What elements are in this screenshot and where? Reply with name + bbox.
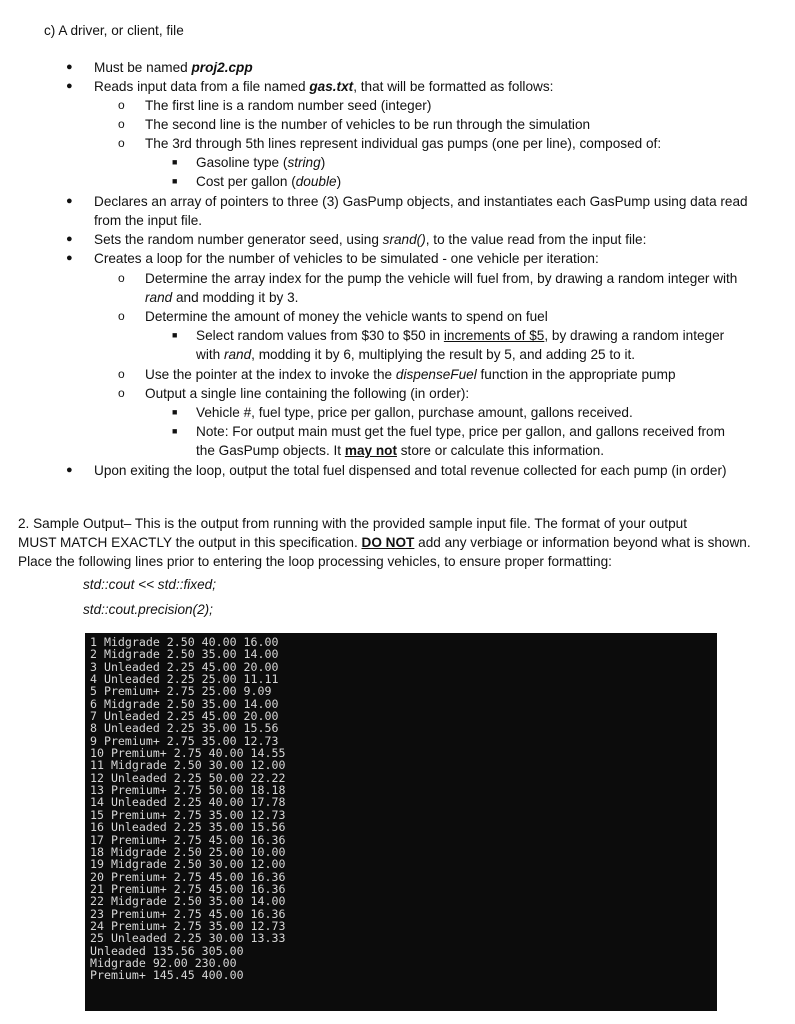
list-item-select: Select random values from $30 to $50 in increments of $5, by drawing a random integer [196, 328, 725, 343]
list-item-output: Output a single line containing the following (in order): [145, 386, 470, 401]
list-item-seed: Sets the random number generator seed, using srand(), to the value read from the input file: [94, 232, 647, 247]
list-item-seed-line: The first line is a random number seed (integer) [145, 98, 432, 113]
console-line: 18 Midgrade 2.50 25.00 10.00 [90, 844, 286, 859]
list-item-pointer: Use the pointer at the index to invoke the dispenseFuel function in the appropriate pump [145, 367, 676, 382]
console-line: 4 Unleaded 2.25 25.00 11.11 [90, 672, 279, 687]
console-line: Premium+ 145.45 400.00 [90, 968, 244, 983]
console-line: 21 Premium+ 2.75 45.00 16.36 [90, 881, 286, 896]
sample-output-instruction: Place the following lines prior to entering the loop processing vehicles, to ensure proper formatting: [18, 554, 612, 569]
list-item-note-cont: the GasPump objects. It may not store or calculate this information. [196, 443, 605, 458]
square-bullet-icon: ■ [172, 330, 178, 340]
circle-bullet-icon: o [118, 271, 125, 285]
console-line: 19 Midgrade 2.50 30.00 12.00 [90, 857, 286, 872]
sample-output-intro: 2. Sample Output– This is the output from running with the provided sample input file. The format of your output [18, 516, 687, 531]
square-bullet-icon: ■ [172, 157, 178, 167]
circle-bullet-icon: o [118, 309, 125, 323]
list-item-loop: Creates a loop for the number of vehicles to be simulated - one vehicle per iteration: [94, 251, 599, 266]
console-line: Midgrade 92.00 230.00 [90, 955, 237, 970]
bullet-icon: ● [66, 252, 73, 264]
console-line: Unleaded 135.56 305.00 [90, 943, 244, 958]
square-bullet-icon: ■ [172, 176, 178, 186]
console-line: 24 Premium+ 2.75 35.00 12.73 [90, 918, 286, 933]
list-item-pumps-line: The 3rd through 5th lines represent individual gas pumps (one per line), composed of: [145, 136, 662, 151]
circle-bullet-icon: o [118, 386, 125, 400]
bullet-icon: ● [66, 233, 73, 245]
sample-output-requirement: MUST MATCH EXACTLY the output in this specification. DO NOT add any verbiage or information beyond what is shown. [18, 535, 751, 550]
console-line: 25 Unleaded 2.25 30.00 13.33 [90, 931, 286, 946]
console-line: 17 Premium+ 2.75 45.00 16.36 [90, 832, 286, 847]
list-item-index: Determine the array index for the pump the vehicle will fuel from, by drawing a random integer with [145, 271, 738, 286]
circle-bullet-icon: o [118, 117, 125, 131]
circle-bullet-icon: o [118, 367, 125, 381]
console-line: 2 Midgrade 2.50 35.00 14.00 [90, 647, 279, 662]
bullet-icon: ● [66, 464, 73, 476]
list-item-gas-type: Gasoline type (string) [196, 155, 326, 170]
section-heading: c) A driver, or client, file [44, 23, 184, 38]
list-item-index-cont: rand and modding it by 3. [145, 290, 299, 305]
console-line: 5 Premium+ 2.75 25.00 9.09 [90, 684, 272, 699]
bullet-icon: ● [66, 61, 73, 73]
console-line: 14 Unleaded 2.25 40.00 17.78 [90, 795, 286, 810]
code-fixed: std::cout << std::fixed; [83, 577, 216, 592]
console-line: 20 Premium+ 2.75 45.00 16.36 [90, 869, 286, 884]
console-line: 15 Premium+ 2.75 35.00 12.73 [90, 807, 286, 822]
list-item-vehicles-line: The second line is the number of vehicles to be run through the simulation [145, 117, 591, 132]
list-item-exit: Upon exiting the loop, output the total fuel dispensed and total revenue collected for each pump (in order) [94, 463, 727, 478]
console-line: 3 Unleaded 2.25 45.00 20.00 [90, 659, 279, 674]
circle-bullet-icon: o [118, 136, 125, 150]
list-item-input-file: Reads input data from a file named gas.txt, that will be formatted as follows: [94, 79, 554, 94]
console-line: 1 Midgrade 2.50 40.00 16.00 [90, 635, 279, 649]
console-line: 8 Unleaded 2.25 35.00 15.56 [90, 721, 279, 736]
console-line: 6 Midgrade 2.50 35.00 14.00 [90, 696, 279, 711]
list-item-declares-cont: from the input file. [94, 213, 203, 228]
console-output [85, 633, 717, 1011]
console-line: 22 Midgrade 2.50 35.00 14.00 [90, 894, 286, 909]
square-bullet-icon: ■ [172, 426, 178, 436]
console-line: 13 Premium+ 2.75 50.00 18.18 [90, 783, 286, 798]
console-line: 7 Unleaded 2.25 45.00 20.00 [90, 709, 279, 724]
console-line: 16 Unleaded 2.25 35.00 15.56 [90, 820, 286, 835]
list-item-select-cont: with rand, modding it by 6, multiplying the result by 5, and adding 25 to it. [196, 347, 636, 362]
console-line: 23 Premium+ 2.75 45.00 16.36 [90, 906, 286, 921]
circle-bullet-icon: o [118, 98, 125, 112]
console-line: 10 Premium+ 2.75 40.00 14.55 [90, 746, 286, 761]
console-line: 11 Midgrade 2.50 30.00 12.00 [90, 758, 286, 773]
list-item-cost: Cost per gallon (double) [196, 174, 342, 189]
list-item-money: Determine the amount of money the vehicle wants to spend on fuel [145, 309, 548, 324]
list-item-note: Note: For output main must get the fuel type, price per gallon, and gallons received from [196, 424, 725, 439]
console-line: 12 Unleaded 2.25 50.00 22.22 [90, 770, 286, 785]
console-line: 9 Premium+ 2.75 35.00 12.73 [90, 733, 279, 748]
bullet-icon: ● [66, 195, 73, 207]
bullet-icon: ● [66, 80, 73, 92]
square-bullet-icon: ■ [172, 407, 178, 417]
list-item-output-fields: Vehicle #, fuel type, price per gallon, purchase amount, gallons received. [196, 405, 633, 420]
list-item-declares: Declares an array of pointers to three (3) GasPump objects, and instantiates each GasPump using data read [94, 194, 748, 209]
code-precision: std::cout.precision(2); [83, 602, 213, 617]
list-item-filename: Must be named proj2.cpp [94, 60, 253, 75]
